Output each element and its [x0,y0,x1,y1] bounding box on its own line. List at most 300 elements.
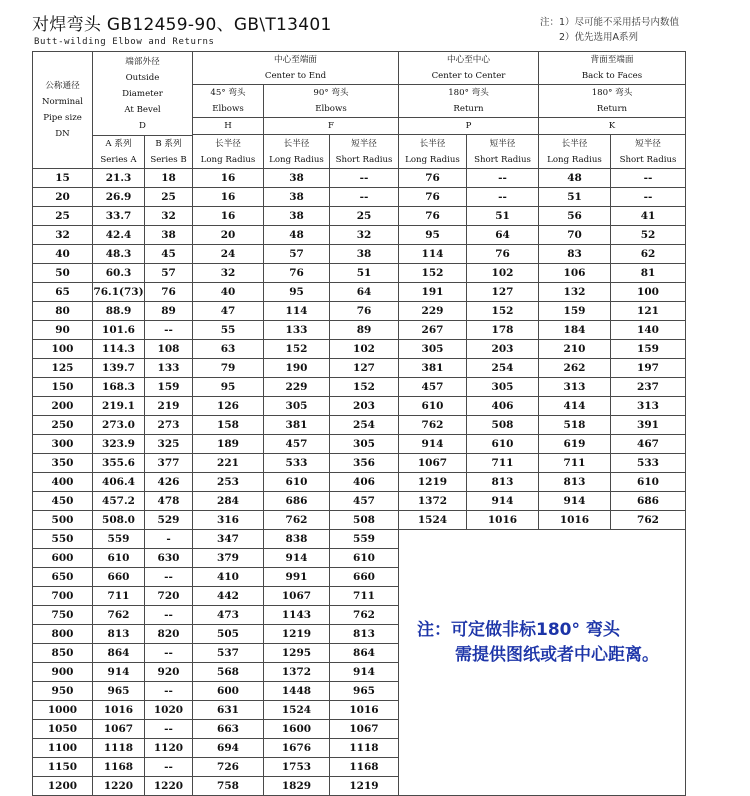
table-cell: 76.1(73) [93,283,145,302]
table-cell: 850 [33,644,93,663]
table-cell: 95 [399,226,467,245]
table-cell: 1372 [399,492,467,511]
table-cell: 284 [193,492,264,511]
table-cell: 38 [264,188,330,207]
table-cell: 356 [330,454,399,473]
table-cell: 350 [33,454,93,473]
table-cell: 377 [145,454,193,473]
table-cell: 610 [93,549,145,568]
table-cell: 125 [33,359,93,378]
table-cell: 229 [399,302,467,321]
table-cell: 254 [467,359,539,378]
table-cell: 711 [539,454,611,473]
table-cell: 316 [193,511,264,530]
table-row [33,530,686,549]
table-cell: 1168 [93,758,145,777]
table-cell: 25 [33,207,93,226]
table-cell: 33.7 [93,207,145,226]
header-f-short-radius: 短半径 Short Radius [330,135,399,169]
table-cell: 711 [93,587,145,606]
table-cell: 63 [193,340,264,359]
table-cell: 55 [193,321,264,340]
table-cell: 406 [330,473,399,492]
table-cell: 273.0 [93,416,145,435]
table-cell: 40 [193,283,264,302]
table-cell: 300 [33,435,93,454]
table-cell: 762 [399,416,467,435]
table-cell: -- [145,758,193,777]
table-row [33,321,686,340]
custom-note-line-2: 需提供图纸或者中心距离。 [455,645,659,665]
table-cell: 508.0 [93,511,145,530]
table-cell: 76 [399,188,467,207]
table-cell: 838 [264,530,330,549]
elbow-dimension-table [32,51,686,796]
table-cell: 133 [145,359,193,378]
table-cell: 1524 [399,511,467,530]
table-cell: 965 [93,682,145,701]
table-row [33,492,686,511]
table-cell: 500 [33,511,93,530]
table-cell: -- [145,606,193,625]
header-dn: 公称通径 Norminal Pipe size DN [33,52,93,169]
table-cell: 273 [145,416,193,435]
header-45-elbow: 45° 弯头 Elbows [193,85,264,118]
header-h-long-radius: 长半径 Long Radius [193,135,264,169]
table-cell: 414 [539,397,611,416]
table-cell: 108 [145,340,193,359]
table-cell: 250 [33,416,93,435]
table-cell: 914 [264,549,330,568]
table-row [33,169,686,188]
table-cell: 1050 [33,720,93,739]
table-cell: 95 [264,283,330,302]
table-cell: 24 [193,245,264,264]
table-cell: 1000 [33,701,93,720]
table-cell: 25 [145,188,193,207]
table-cell: 965 [330,682,399,701]
table-cell: 381 [399,359,467,378]
table-cell: 47 [193,302,264,321]
header-f-long-radius: 长半径 Long Radius [264,135,330,169]
table-cell: 750 [33,606,93,625]
table-cell: 1016 [539,511,611,530]
header-p-long-radius: 长半径 Long Radius [399,135,467,169]
table-cell: 950 [33,682,93,701]
table-cell: 991 [264,568,330,587]
table-cell: 610 [330,549,399,568]
table-cell: 610 [611,473,686,492]
table-cell: 914 [93,663,145,682]
table-cell: 168.3 [93,378,145,397]
table-cell: 32 [33,226,93,245]
table-cell: 221 [193,454,264,473]
table-cell: 1220 [145,777,193,796]
table-cell: 90 [33,321,93,340]
header-code-k: K [539,118,686,135]
table-cell: 914 [467,492,539,511]
table-cell: 254 [330,416,399,435]
table-cell: 1219 [399,473,467,492]
table-cell: 600 [193,682,264,701]
page-title: 对焊弯头 GB12459-90、GB\T13401 [32,15,332,35]
table-cell: 191 [399,283,467,302]
table-cell: 18 [145,169,193,188]
table-cell: 813 [93,625,145,644]
table-cell: 203 [467,340,539,359]
table-cell: 379 [193,549,264,568]
table-cell: 95 [193,378,264,397]
table-cell: 50 [33,264,93,283]
table-cell: 76 [399,207,467,226]
table-cell: 1016 [467,511,539,530]
table-cell: 127 [467,283,539,302]
table-cell: 1067 [264,587,330,606]
table-cell: 325 [145,435,193,454]
table-cell: 1100 [33,739,93,758]
table-cell: 159 [611,340,686,359]
custom-note [417,618,659,668]
table-cell: 267 [399,321,467,340]
table-cell: 26.9 [93,188,145,207]
table-cell: 114 [264,302,330,321]
table-cell: 60.3 [93,264,145,283]
table-cell: 48 [264,226,330,245]
header-code-h: H [193,118,264,135]
table-cell: 159 [539,302,611,321]
table-cell: 25 [330,207,399,226]
table-cell: 711 [467,454,539,473]
table-cell: 1143 [264,606,330,625]
table-cell: 38 [330,245,399,264]
table-cell: 121 [611,302,686,321]
table-cell: 631 [193,701,264,720]
table-cell: 32 [193,264,264,283]
table-cell: 83 [539,245,611,264]
table-row [33,454,686,473]
header-series-a: A 系列 Series A [93,136,145,169]
table-cell: 189 [193,435,264,454]
header-180-return-p: 180° 弯头 Return [399,85,539,118]
table-cell: 102 [330,340,399,359]
table-cell: 51 [467,207,539,226]
table-cell: 152 [264,340,330,359]
table-cell: 88.9 [93,302,145,321]
table-cell: 101.6 [93,321,145,340]
table-cell: -- [145,644,193,663]
table-cell: 914 [539,492,611,511]
table-cell: 610 [264,473,330,492]
table-cell: 64 [467,226,539,245]
table-cell: 305 [467,378,539,397]
table-cell: 1753 [264,758,330,777]
table-cell: 158 [193,416,264,435]
table-row [33,207,686,226]
table-cell: 478 [145,492,193,511]
table-cell: 600 [33,549,93,568]
table-cell: 305 [330,435,399,454]
table-cell: -- [145,682,193,701]
table-cell: 52 [611,226,686,245]
table-cell: 184 [539,321,611,340]
table-cell: 762 [93,606,145,625]
table-cell: 313 [539,378,611,397]
table-cell: 51 [330,264,399,283]
table-cell: 126 [193,397,264,416]
table-cell: 1118 [330,739,399,758]
table-cell: 89 [330,321,399,340]
table-cell: 51 [539,188,611,207]
table-cell: -- [145,720,193,739]
table-row [33,188,686,207]
table-cell: 313 [611,397,686,416]
table-cell: 1067 [330,720,399,739]
table-cell: 38 [264,207,330,226]
table-cell: 89 [145,302,193,321]
table-cell: 391 [611,416,686,435]
table-cell: 686 [611,492,686,511]
table-cell: 533 [264,454,330,473]
table-cell: 40 [33,245,93,264]
table-cell: 323.9 [93,435,145,454]
table-cell: 1600 [264,720,330,739]
table-cell: 610 [399,397,467,416]
table-cell: 610 [467,435,539,454]
table-cell: 21.3 [93,169,145,188]
table-cell: 152 [399,264,467,283]
table-cell: 426 [145,473,193,492]
header-k-long-radius: 长半径 Long Radius [539,135,611,169]
header-p-short-radius: 短半径 Short Radius [467,135,539,169]
table-cell: 200 [33,397,93,416]
table-cell: 529 [145,511,193,530]
header-90-elbow: 90° 弯头 Elbows [264,85,399,118]
table-cell: 114.3 [93,340,145,359]
table-cell: 38 [145,226,193,245]
header-outside-diameter: 端部外径 Outside Diameter At Bevel D [93,52,193,136]
table-row [33,397,686,416]
table-cell: 900 [33,663,93,682]
table-cell: 1829 [264,777,330,796]
table-row [33,226,686,245]
table-cell: -- [145,321,193,340]
table-row [33,283,686,302]
table-cell: -- [330,169,399,188]
table-cell: 65 [33,283,93,302]
note-line-2: 2）优先选用A系列 [559,32,639,43]
table-cell: 1016 [330,701,399,720]
table-row [33,340,686,359]
table-cell: 1448 [264,682,330,701]
table-cell: 381 [264,416,330,435]
table-cell: -- [145,568,193,587]
table-cell: 410 [193,568,264,587]
table-cell: 20 [193,226,264,245]
table-cell: 152 [467,302,539,321]
table-cell: 210 [539,340,611,359]
header-series-b: B 系列 Series B [145,136,193,169]
header-center-to-center: 中心至中心 Center to Center [399,52,539,85]
table-cell: 1168 [330,758,399,777]
header-k-short-radius: 短半径 Short Radius [611,135,686,169]
table-cell: 42.4 [93,226,145,245]
table-cell: 720 [145,587,193,606]
table-cell: 100 [33,340,93,359]
table-cell: 152 [330,378,399,397]
table-cell: 76 [399,169,467,188]
table-cell: 262 [539,359,611,378]
table-cell: 457 [330,492,399,511]
table-cell: 559 [330,530,399,549]
table-cell: 1067 [399,454,467,473]
table-cell: 550 [33,530,93,549]
table-cell: 16 [193,207,264,226]
table-cell: 864 [330,644,399,663]
table-cell: 400 [33,473,93,492]
table-row [33,264,686,283]
header-back-to-faces: 背面至端面 Back to Faces [539,52,686,85]
table-cell: 660 [93,568,145,587]
table-cell: 219 [145,397,193,416]
table-cell: 442 [193,587,264,606]
table-cell: 16 [193,188,264,207]
table-cell: 197 [611,359,686,378]
custom-note-line-1: 注：可定做非标180° 弯头 [417,620,620,640]
page-subtitle: Butt-wilding Elbow and Returns [34,37,215,47]
header-180-return-k: 180° 弯头 Return [539,85,686,118]
table-cell: 800 [33,625,93,644]
table-row [33,416,686,435]
table-cell: 914 [330,663,399,682]
table-cell: 1219 [330,777,399,796]
table-cell: 1200 [33,777,93,796]
table-cell: 32 [330,226,399,245]
table-cell: 76 [330,302,399,321]
table-cell: 813 [467,473,539,492]
table-cell: 79 [193,359,264,378]
table-cell: 102 [467,264,539,283]
table-cell: 38 [264,169,330,188]
table-row [33,435,686,454]
table-cell: 219.1 [93,397,145,416]
table-cell: 914 [399,435,467,454]
table-cell: 178 [467,321,539,340]
table-cell: 457 [399,378,467,397]
table-cell: 813 [539,473,611,492]
table-cell: 253 [193,473,264,492]
table-cell: 508 [330,511,399,530]
table-cell: 355.6 [93,454,145,473]
table-cell: 48 [539,169,611,188]
notes [540,15,679,45]
table-cell: 559 [93,530,145,549]
header-code-f: F [264,118,399,135]
table-cell: 57 [264,245,330,264]
table-cell: 70 [539,226,611,245]
table-cell: 76 [264,264,330,283]
table-cell: 508 [467,416,539,435]
table-cell: 1067 [93,720,145,739]
table-cell: 1219 [264,625,330,644]
table-cell: 457.2 [93,492,145,511]
table-row [33,378,686,397]
table-cell: 406.4 [93,473,145,492]
header-center-to-end: 中心至端面 Center to End [193,52,399,85]
table-cell: 1016 [93,701,145,720]
table-cell: 20 [33,188,93,207]
table-cell: 813 [330,625,399,644]
table-cell: -- [611,169,686,188]
table-cell: 663 [193,720,264,739]
table-cell: 1118 [93,739,145,758]
table-cell: 132 [539,283,611,302]
table-cell: 820 [145,625,193,644]
table-cell: 80 [33,302,93,321]
table-cell: 305 [264,397,330,416]
table-cell: 1150 [33,758,93,777]
table-cell: 15 [33,169,93,188]
table-cell: 1676 [264,739,330,758]
table-cell: 450 [33,492,93,511]
table-cell: 518 [539,416,611,435]
table-cell: -- [467,169,539,188]
table-cell: 505 [193,625,264,644]
table-cell: 1295 [264,644,330,663]
table-cell: 139.7 [93,359,145,378]
table-row [33,359,686,378]
table-cell: 305 [399,340,467,359]
table-cell: -- [467,188,539,207]
table-cell: 700 [33,587,93,606]
table-cell: 203 [330,397,399,416]
table-cell: 41 [611,207,686,226]
header-code-p: P [399,118,539,135]
table-cell: -- [611,188,686,207]
table-cell: 64 [330,283,399,302]
table-cell: 133 [264,321,330,340]
table-cell: 62 [611,245,686,264]
table-cell: 190 [264,359,330,378]
table-cell: -- [330,188,399,207]
table-cell: 568 [193,663,264,682]
table-cell: 76 [467,245,539,264]
table-cell: 864 [93,644,145,663]
table-cell: 114 [399,245,467,264]
table-cell: 1220 [93,777,145,796]
note-line-1: 注：1）尽可能不采用括号内数值 [540,17,680,28]
table-row [33,511,686,530]
table-cell: 159 [145,378,193,397]
table-cell: 237 [611,378,686,397]
table-cell: 762 [330,606,399,625]
table-cell: 1020 [145,701,193,720]
table-row [33,302,686,321]
table-cell: 537 [193,644,264,663]
table-cell: 473 [193,606,264,625]
table-cell: 406 [467,397,539,416]
table-cell: 762 [611,511,686,530]
table-cell: 45 [145,245,193,264]
table-cell: 140 [611,321,686,340]
table-cell: 56 [539,207,611,226]
table-row [33,245,686,264]
table-cell: 1524 [264,701,330,720]
table-cell: 920 [145,663,193,682]
table-cell: 81 [611,264,686,283]
table-cell: 467 [611,435,686,454]
table-cell: 48.3 [93,245,145,264]
table-cell: 686 [264,492,330,511]
